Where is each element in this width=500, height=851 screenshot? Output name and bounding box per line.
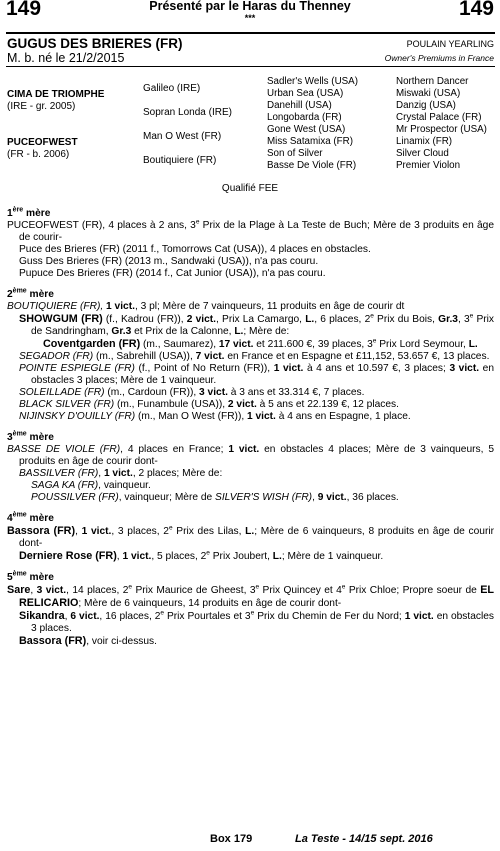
produce-saga-ka: SAGA KA (FR), vainqueur. xyxy=(31,480,151,491)
presenter-line xyxy=(0,0,500,24)
sire-info: (IRE - gr. 2005) xyxy=(7,101,76,112)
produce-bassilver: BASSILVER (FR), 1 vict., 2 places; Mère de: xyxy=(19,468,223,479)
gen3-7: Son of Silver xyxy=(267,148,323,159)
gen4-4: Crystal Palace (FR) xyxy=(396,112,482,123)
horse-birth: M. b. né le 21/2/2015 xyxy=(7,51,125,65)
gen3-8: Basse De Viole (FR) xyxy=(267,160,357,171)
produce-sikandra: Sikandra, 6 vict., 16 places, 2e Prix Pourtales et 3e Prix du Chemin de Fer du Nord; 1 vict. en obstacles 3 places. xyxy=(19,609,495,634)
section-title-5: 5ème mère xyxy=(7,570,54,583)
produce-segador: SEGADOR (FR) (m., Sabrehill (USA)), 7 vict. en France et en Espagne et £11,152, 53.657 €, 13 places. xyxy=(19,351,490,362)
header-rule xyxy=(6,32,495,34)
dam-3-line: BASSE DE VIOLE (FR), 4 places en France; 1 vict. en obstacles 4 places; Mère de 3 vainqueurs, 5 produits en âge de courir dont- xyxy=(7,444,494,467)
dam-5-line: Sare, 3 vict., 14 places, 2e Prix Maurice de Gheest, 3e Prix Quincey et 4e Prix Chloe; Propre soeur de EL RELICARIO; Mère de 6 vainqueurs, 14 produits en âge de courir dont- xyxy=(7,583,494,609)
produce-black-silver: BLACK SILVER (FR) (m., Funambule (USA)), 2 vict. à 5 ans et 22.139 €, 12 places. xyxy=(19,399,399,410)
gen3-6: Miss Satamixa (FR) xyxy=(267,136,354,147)
footer-location: La Teste - 14/15 sept. 2016 xyxy=(295,833,433,845)
gen2-1: Galileo (IRE) xyxy=(143,83,201,94)
gen4-3: Danzig (USA) xyxy=(396,100,456,111)
horse-name: GUGUS DES BRIERES (FR) xyxy=(7,36,183,51)
gen2-3: Man O West (FR) xyxy=(143,131,222,142)
gen3-1: Sadler's Wells (USA) xyxy=(267,76,358,87)
footer-box: Box 179 xyxy=(210,833,253,845)
produce-bassora: Bassora (FR), voir ci-dessus. xyxy=(19,635,157,647)
pedigree-rule xyxy=(6,66,495,67)
dam-lines xyxy=(7,208,494,648)
gen4-8: Premier Violon xyxy=(396,160,461,171)
gen4-7: Silver Cloud xyxy=(396,148,449,159)
qualification: Qualifié FEE xyxy=(221,183,279,194)
lot-number-right: 149 xyxy=(458,0,494,20)
gen3-5: Gone West (USA) xyxy=(267,124,346,135)
section-title-4: 4ème mère xyxy=(7,511,54,524)
gen2-2: Sopran Londa (IRE) xyxy=(143,107,232,118)
lot-number-left: 149 xyxy=(6,0,42,20)
produce-1: Puce des Brieres (FR) (2011 f., Tomorrows Cat (USA)), 4 places en obstacles. xyxy=(19,244,371,255)
produce-derniere-rose: Derniere Rose (FR), 1 vict., 5 places, 2e Prix Joubert, L.; Mère de 1 vainqueur. xyxy=(19,549,384,562)
owner-premium: Owner's Premiums in France xyxy=(384,53,494,63)
gen4-1: Northern Dancer xyxy=(396,76,469,87)
produce-showgum: SHOWGUM (FR) (f., Kadrou (FR)), 2 vict., Prix La Camargo, L., 6 places, 2e Prix du Bois, Gr.3, 3e Prix de Sandringham, Gr.3 et Prix de la Calonne, L.; Mère de: xyxy=(19,312,495,337)
dam-4-line: Bassora (FR), 1 vict., 3 places, 2e Prix des Lilas, L.; Mère de 6 vainqueurs, 8 produits en âge de courir dont- xyxy=(7,524,495,549)
produce-pointe-espiegle: POINTE ESPIEGLE (FR) (f., Point of No Return (FR)), 1 vict. à 4 ans et 10.597 €, 3 places; 3 vict. en obstacles 3 places; Mère de 1 vainqueur. xyxy=(19,363,494,386)
stars: *** xyxy=(244,13,256,23)
presenter: Présenté par le Haras du Thenney xyxy=(149,0,351,13)
produce-3: Pupuce Des Brieres (FR) (2014 f., Cat Junior (USA)), n'a pas couru. xyxy=(19,268,326,279)
section-title-1: 1ère mère xyxy=(7,206,51,219)
dam-info: (FR - b. 2006) xyxy=(7,149,70,160)
produce-nijinsky: NIJINSKY D'OUILLY (FR) (m., Man O West (FR)), 1 vict. à 4 ans en Espagne, 1 place. xyxy=(19,411,411,422)
horse-category: POULAIN YEARLING xyxy=(406,39,494,49)
gen3-3: Danehill (USA) xyxy=(267,100,332,111)
dam-1-line: PUCEOFWEST (FR), 4 places à 2 ans, 3e Prix de la Plage à La Teste de Buch; Mère de 3 produits en âge de courir- xyxy=(7,218,494,243)
produce-soleillade: SOLEILLADE (FR) (m., Cardoun (FR)), 3 vict. à 3 ans et 33.314 €, 7 places. xyxy=(19,387,365,398)
dam-2-line: BOUTIQUIERE (FR), 1 vict., 3 pl; Mère de 7 vainqueurs, 11 produits en âge de courir dt xyxy=(7,301,405,312)
produce-coventgarden: Coventgarden (FR) (m., Saumarez), 17 vict. et 211.600 €, 39 places, 3e Prix Lord Seymour, L. xyxy=(43,337,478,350)
sire-name: CIMA DE TRIOMPHE xyxy=(7,89,105,100)
section-title-3: 3ème mère xyxy=(7,430,54,443)
produce-2: Guss Des Brieres (FR) (2013 m., Sandwaki (USA)), n'a pas couru. xyxy=(19,256,319,267)
produce-poussilver: POUSSILVER (FR), vainqueur; Mère de SILVER'S WISH (FR), 9 vict., 36 places. xyxy=(31,492,399,503)
gen4-2: Miswaki (USA) xyxy=(396,88,461,99)
gen3-2: Urban Sea (USA) xyxy=(267,88,344,99)
gen4-6: Linamix (FR) xyxy=(396,136,453,147)
gen2-4: Boutiquiere (FR) xyxy=(143,155,217,166)
gen3-4: Longobarda (FR) xyxy=(267,112,342,123)
section-title-2: 2ème mère xyxy=(7,287,54,300)
gen4-5: Mr Prospector (USA) xyxy=(396,124,487,135)
dam-name: PUCEOFWEST xyxy=(7,137,78,148)
